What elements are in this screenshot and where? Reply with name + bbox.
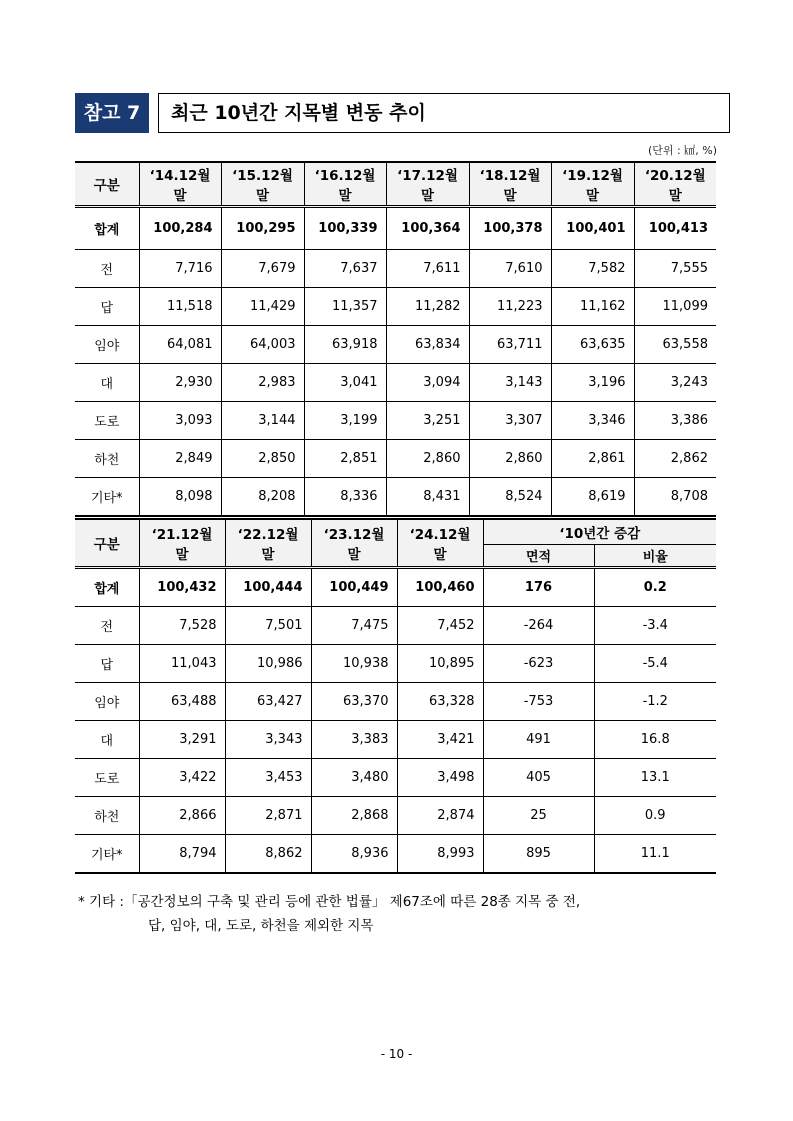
- table-cell: 2,861: [551, 440, 634, 478]
- table1-header-cell: ‘19.12월말: [551, 162, 634, 207]
- table-cell: 3,144: [221, 402, 304, 440]
- table-row: [75, 250, 716, 288]
- table-cell: 100,339: [304, 207, 386, 250]
- table-cell: 64,003: [221, 326, 304, 364]
- table1-header-cell: ‘15.12월말: [221, 162, 304, 207]
- row-label: 답: [100, 658, 114, 673]
- row-label: 합계: [94, 582, 120, 597]
- row-label: 전: [100, 620, 114, 635]
- table-cell: 8,993: [397, 835, 483, 874]
- table-cell: 63,488: [139, 683, 225, 721]
- row-label: 하천: [94, 810, 120, 825]
- table-cell: 63,558: [634, 326, 716, 364]
- table-cell: 7,679: [221, 250, 304, 288]
- table-cell: 2,851: [304, 440, 386, 478]
- table-cell: 3,386: [634, 402, 716, 440]
- table-cell: 2,874: [397, 797, 483, 835]
- table-cell: 0.9: [594, 797, 716, 835]
- table2-header-10yr-change: ‘10년간 증감: [483, 519, 716, 544]
- table2-header-row: [75, 519, 716, 544]
- table-cell: 7,582: [551, 250, 634, 288]
- table-cell: 3,291: [139, 721, 225, 759]
- land-category-table-2014-2020: [75, 161, 716, 517]
- table2-header-2024: ‘24.12월말: [397, 519, 483, 568]
- row-label: 도로: [94, 772, 120, 787]
- row-label: 기타*: [90, 491, 123, 506]
- row-label: 임야: [94, 339, 120, 354]
- table-cell: 3,346: [551, 402, 634, 440]
- table-cell: 895: [483, 835, 594, 874]
- table-cell: 3,143: [469, 364, 551, 402]
- table-row: [75, 683, 716, 721]
- table-cell: 100,460: [397, 568, 483, 607]
- table-cell: 2,983: [221, 364, 304, 402]
- table-cell: -1.2: [594, 683, 716, 721]
- table-cell: 100,401: [551, 207, 634, 250]
- table-cell: 3,243: [634, 364, 716, 402]
- table-cell: 8,794: [139, 835, 225, 874]
- table1-header-cell: ‘16.12월말: [304, 162, 386, 207]
- table-cell: 11,429: [221, 288, 304, 326]
- table1-header-cell: ‘20.12월말: [634, 162, 716, 207]
- table-row: [75, 478, 716, 517]
- table-cell: 3,383: [311, 721, 397, 759]
- table-cell: 7,501: [225, 607, 311, 645]
- table-cell: 3,307: [469, 402, 551, 440]
- table-cell: 64,081: [139, 326, 221, 364]
- table-cell: 7,452: [397, 607, 483, 645]
- table-cell: 8,862: [225, 835, 311, 874]
- table-cell: 8,619: [551, 478, 634, 517]
- row-label: 대: [100, 734, 114, 749]
- row-label: 하천: [94, 453, 120, 468]
- unit-note: (단위 : ㎢, %): [648, 144, 717, 157]
- table-cell: 63,711: [469, 326, 551, 364]
- table-cell: 3,093: [139, 402, 221, 440]
- table-cell: 7,611: [386, 250, 469, 288]
- table-cell: 11,357: [304, 288, 386, 326]
- table-row: [75, 440, 716, 478]
- table-cell: 100,284: [139, 207, 221, 250]
- row-label: 기타*: [90, 848, 123, 863]
- table-cell: 2,868: [311, 797, 397, 835]
- table2-header-2021: ‘21.12월말: [139, 519, 225, 568]
- table-row: [75, 645, 716, 683]
- table-cell: 2,860: [469, 440, 551, 478]
- table-cell: 3,498: [397, 759, 483, 797]
- table-row: [75, 721, 716, 759]
- title-bar: [75, 93, 718, 133]
- table-cell: 100,413: [634, 207, 716, 250]
- table-row: [75, 797, 716, 835]
- table-cell: 3,421: [397, 721, 483, 759]
- table-cell: 63,635: [551, 326, 634, 364]
- table-cell: 11,223: [469, 288, 551, 326]
- table-cell: 13.1: [594, 759, 716, 797]
- table1-header-row: [75, 162, 716, 207]
- table-row: [75, 207, 716, 250]
- table-cell: 100,364: [386, 207, 469, 250]
- table-cell: 405: [483, 759, 594, 797]
- table1-header-cell: ‘14.12월말: [139, 162, 221, 207]
- table-cell: 3,041: [304, 364, 386, 402]
- table-cell: 8,098: [139, 478, 221, 517]
- table-cell: 7,716: [139, 250, 221, 288]
- table-cell: 3,343: [225, 721, 311, 759]
- table-cell: 63,918: [304, 326, 386, 364]
- table-cell: 11,282: [386, 288, 469, 326]
- footnote-line-1: * 기타 :「공간정보의 구축 및 관리 등에 관한 법률」 제67조에 따른 28종 지목 중 전,: [78, 894, 581, 910]
- table-cell: -264: [483, 607, 594, 645]
- table-row: [75, 607, 716, 645]
- table-cell: 100,432: [139, 568, 225, 607]
- table-cell: 7,610: [469, 250, 551, 288]
- table-cell: 25: [483, 797, 594, 835]
- table-row: [75, 326, 716, 364]
- footnote: [78, 890, 720, 938]
- table-row: [75, 364, 716, 402]
- table-cell: 2,850: [221, 440, 304, 478]
- table-row: [75, 402, 716, 440]
- table-cell: 16.8: [594, 721, 716, 759]
- table-cell: 100,444: [225, 568, 311, 607]
- row-label: 답: [100, 301, 114, 316]
- table-cell: 8,336: [304, 478, 386, 517]
- table2-body: [75, 568, 716, 874]
- table-cell: 10,938: [311, 645, 397, 683]
- table-cell: 2,849: [139, 440, 221, 478]
- table-cell: 491: [483, 721, 594, 759]
- table-cell: -753: [483, 683, 594, 721]
- table-cell: -3.4: [594, 607, 716, 645]
- row-label: 대: [100, 377, 114, 392]
- table-cell: 7,555: [634, 250, 716, 288]
- table-cell: 3,251: [386, 402, 469, 440]
- table-cell: -5.4: [594, 645, 716, 683]
- table-cell: 2,930: [139, 364, 221, 402]
- table-cell: 10,986: [225, 645, 311, 683]
- table-cell: 8,431: [386, 478, 469, 517]
- table-cell: 176: [483, 568, 594, 607]
- reference-badge: 참고 7: [75, 93, 149, 133]
- table1-header-cell: ‘18.12월말: [469, 162, 551, 207]
- table-cell: 11,518: [139, 288, 221, 326]
- table1-body: [75, 207, 716, 517]
- table-cell: 0.2: [594, 568, 716, 607]
- land-category-table-2021-2024: [75, 518, 716, 874]
- table-cell: 7,528: [139, 607, 225, 645]
- table-cell: 2,871: [225, 797, 311, 835]
- table-cell: 8,936: [311, 835, 397, 874]
- table-cell: 11,043: [139, 645, 225, 683]
- table-row: [75, 759, 716, 797]
- row-label: 전: [100, 263, 114, 278]
- table-cell: 100,295: [221, 207, 304, 250]
- table2-header-2023: ‘23.12월말: [311, 519, 397, 568]
- table-cell: 63,328: [397, 683, 483, 721]
- table-cell: 11,162: [551, 288, 634, 326]
- table-cell: 11.1: [594, 835, 716, 874]
- table-cell: 100,449: [311, 568, 397, 607]
- table-cell: 63,427: [225, 683, 311, 721]
- table-cell: 63,370: [311, 683, 397, 721]
- page-title: 최근 10년간 지목별 변동 추이: [158, 93, 730, 133]
- table2-header-2022: ‘22.12월말: [225, 519, 311, 568]
- page-number: - 10 -: [380, 1047, 413, 1061]
- table2-header-category: 구분: [75, 519, 139, 568]
- table-cell: 2,866: [139, 797, 225, 835]
- row-label: 도로: [94, 415, 120, 430]
- badge-gap: [149, 93, 158, 133]
- table-cell: 3,199: [304, 402, 386, 440]
- table-cell: 3,422: [139, 759, 225, 797]
- table2-header-area: 면적: [483, 544, 594, 567]
- table-cell: 63,834: [386, 326, 469, 364]
- table-cell: 8,524: [469, 478, 551, 517]
- table-cell: -623: [483, 645, 594, 683]
- table1-header-cell: 구분: [75, 162, 139, 207]
- table-cell: 7,637: [304, 250, 386, 288]
- table-cell: 3,480: [311, 759, 397, 797]
- table-cell: 3,196: [551, 364, 634, 402]
- table-cell: 2,862: [634, 440, 716, 478]
- table-cell: 2,860: [386, 440, 469, 478]
- table-cell: 11,099: [634, 288, 716, 326]
- table1-header-cell: ‘17.12월말: [386, 162, 469, 207]
- footnote-line-2: 답, 임야, 대, 도로, 하천을 제외한 지목: [148, 918, 374, 934]
- table-cell: 8,708: [634, 478, 716, 517]
- table-row: [75, 835, 716, 874]
- table-cell: 3,453: [225, 759, 311, 797]
- table-cell: 7,475: [311, 607, 397, 645]
- table-row: [75, 288, 716, 326]
- table-row: [75, 568, 716, 607]
- table-cell: 3,094: [386, 364, 469, 402]
- table2-header-ratio: 비율: [594, 544, 716, 567]
- row-label: 합계: [94, 223, 120, 238]
- table-cell: 10,895: [397, 645, 483, 683]
- table-cell: 8,208: [221, 478, 304, 517]
- row-label: 임야: [94, 696, 120, 711]
- table-cell: 100,378: [469, 207, 551, 250]
